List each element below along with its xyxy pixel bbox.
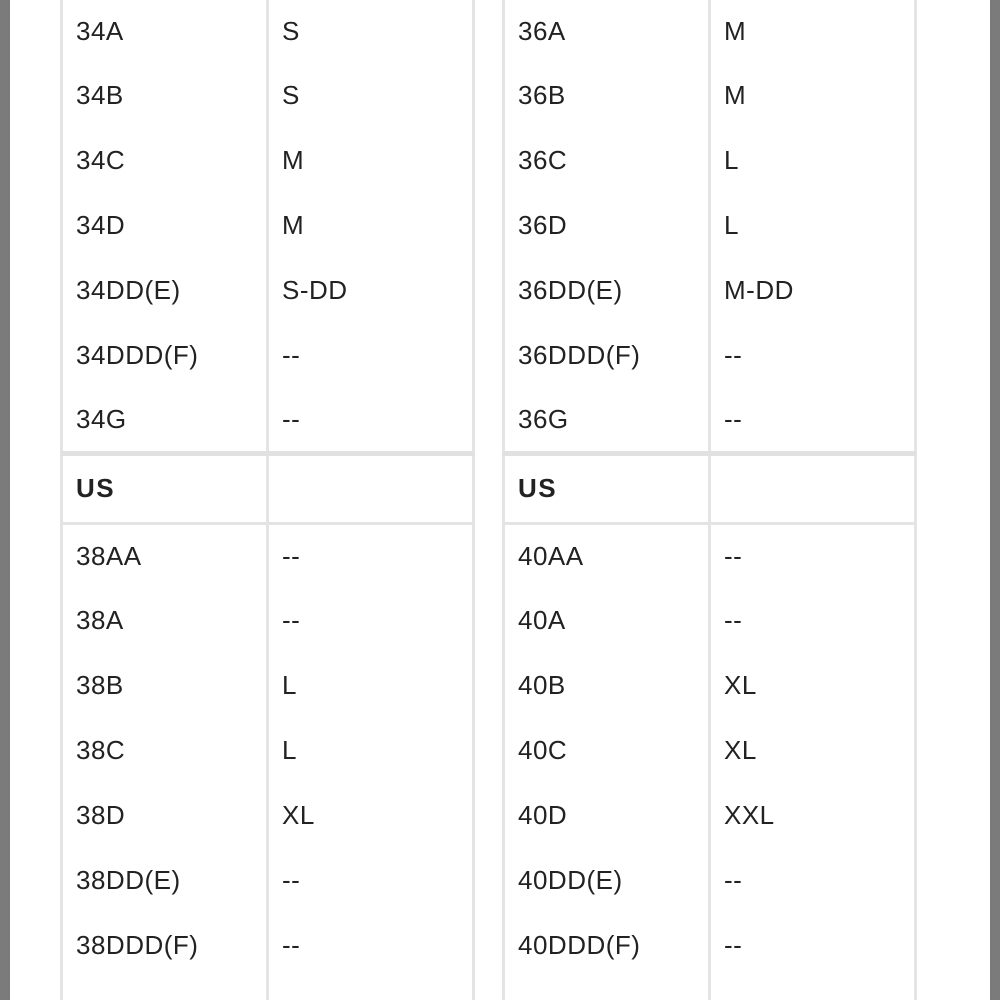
size-cell: 36DD(E): [504, 258, 710, 323]
size-cell: 40C: [504, 718, 710, 783]
size-value-cell: L: [710, 128, 916, 193]
size-value-cell: --: [268, 323, 474, 388]
size-value-cell: S: [268, 0, 474, 63]
table-row: [504, 848, 916, 913]
size-value-cell: XL: [710, 718, 916, 783]
region-header-value: [710, 453, 916, 523]
size-value-cell: M-DD: [710, 258, 916, 323]
table-row: [62, 388, 474, 453]
size-value-cell: --: [268, 388, 474, 453]
size-cell: 40A: [504, 588, 710, 653]
size-cell: 36D: [504, 193, 710, 258]
size-value-cell: L: [268, 653, 474, 718]
empty-cell: [268, 978, 474, 1000]
table-row: [62, 718, 474, 783]
table-row-empty: [62, 978, 474, 1000]
table-row: [62, 0, 474, 63]
table-row: [62, 323, 474, 388]
size-cell: 38DD(E): [62, 848, 268, 913]
table-header-row: [504, 453, 916, 523]
size-cell: 34A: [62, 0, 268, 63]
table-row: [504, 128, 916, 193]
size-chart-table-right: [502, 0, 917, 1000]
table-row: [504, 653, 916, 718]
size-cell: 34G: [62, 388, 268, 453]
size-cell: 36A: [504, 0, 710, 63]
size-value-cell: S-DD: [268, 258, 474, 323]
table-row: [62, 128, 474, 193]
table-row: [62, 588, 474, 653]
size-cell: 38D: [62, 783, 268, 848]
table-row: [504, 523, 916, 588]
table-row: [504, 193, 916, 258]
size-value-cell: --: [268, 523, 474, 588]
table-row: [504, 0, 916, 63]
table-row: [62, 913, 474, 978]
region-header: US: [62, 453, 268, 523]
size-cell: 38B: [62, 653, 268, 718]
size-value-cell: M: [268, 193, 474, 258]
size-value-cell: --: [710, 588, 916, 653]
size-chart-screen: [10, 0, 990, 1000]
table-row: [62, 193, 474, 258]
table-header-row: [62, 453, 474, 523]
table-row: [504, 913, 916, 978]
size-value-cell: M: [710, 0, 916, 63]
size-cell: 34DDD(F): [62, 323, 268, 388]
table-row: [504, 258, 916, 323]
size-cell: 34B: [62, 63, 268, 128]
size-cell: 40DD(E): [504, 848, 710, 913]
region-header-value: [268, 453, 474, 523]
size-cell: 38AA: [62, 523, 268, 588]
size-cell: 34D: [62, 193, 268, 258]
size-value-cell: XL: [268, 783, 474, 848]
size-chart-table-left: [60, 0, 475, 1000]
size-value-cell: --: [268, 848, 474, 913]
size-value-cell: M: [268, 128, 474, 193]
empty-cell: [710, 978, 916, 1000]
size-cell: 36G: [504, 388, 710, 453]
size-cell: 38DDD(F): [62, 913, 268, 978]
table-row: [62, 848, 474, 913]
size-value-cell: --: [710, 388, 916, 453]
table-row: [62, 63, 474, 128]
table-row: [504, 323, 916, 388]
size-cell: 40B: [504, 653, 710, 718]
size-cell: 40D: [504, 783, 710, 848]
size-value-cell: M: [710, 63, 916, 128]
size-value-cell: S: [268, 63, 474, 128]
empty-cell: [62, 978, 268, 1000]
table-row: [504, 588, 916, 653]
table-row: [62, 653, 474, 718]
size-cell: 38C: [62, 718, 268, 783]
size-value-cell: --: [268, 588, 474, 653]
size-value-cell: --: [710, 523, 916, 588]
size-cell: 36DDD(F): [504, 323, 710, 388]
size-cell: 36C: [504, 128, 710, 193]
empty-cell: [504, 978, 710, 1000]
table-row: [504, 783, 916, 848]
size-cell: 40DDD(F): [504, 913, 710, 978]
table-row: [504, 718, 916, 783]
table-row: [62, 523, 474, 588]
size-cell: 36B: [504, 63, 710, 128]
table-row: [62, 258, 474, 323]
size-value-cell: L: [710, 193, 916, 258]
size-value-cell: XL: [710, 653, 916, 718]
table-row: [504, 63, 916, 128]
table-row: [62, 783, 474, 848]
size-value-cell: --: [710, 848, 916, 913]
region-header: US: [504, 453, 710, 523]
size-cell: 40AA: [504, 523, 710, 588]
table-row: [504, 388, 916, 453]
size-cell: 38A: [62, 588, 268, 653]
size-cell: 34DD(E): [62, 258, 268, 323]
size-value-cell: --: [710, 913, 916, 978]
size-value-cell: XXL: [710, 783, 916, 848]
size-value-cell: --: [268, 913, 474, 978]
size-value-cell: L: [268, 718, 474, 783]
size-cell: 34C: [62, 128, 268, 193]
size-value-cell: --: [710, 323, 916, 388]
table-row-empty: [504, 978, 916, 1000]
